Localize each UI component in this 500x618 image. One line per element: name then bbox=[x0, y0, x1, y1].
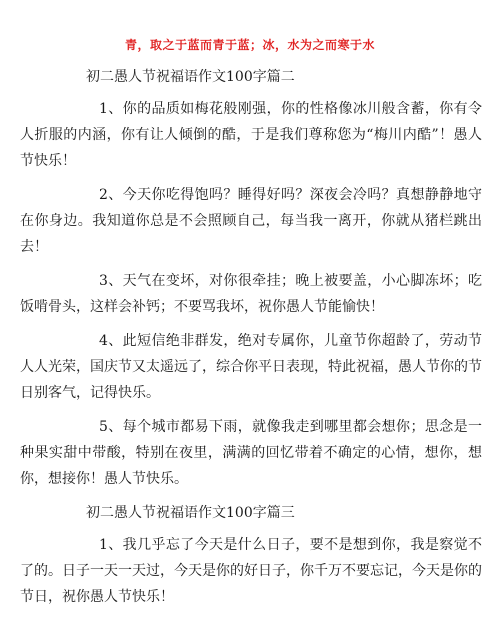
paragraph: 3、天气在变坏，对你很牵挂；晚上被要盖，小心脚冻坏；吃饭啃骨头，这样会补钙；不要骂我坏，祝你愚人节能愉快！ bbox=[20, 273, 482, 315]
section-heading-2: 初二愚人节祝福语作文100字篇二 bbox=[86, 69, 295, 85]
section-heading-3: 初二愚人节祝福语作文100字篇三 bbox=[86, 505, 295, 521]
article-body bbox=[20, 64, 482, 618]
paragraph: 5、每个城市都易下雨，就像我走到哪里都会想你；思念是一种果实甜中带酸，特别在夜里，满满的回忆带着不确定的心情，想你，想你，想接你！愚人节快乐。 bbox=[20, 419, 482, 487]
top-banner-quote: 青，取之于蓝而青于蓝；冰，水为之而寒于水 bbox=[124, 38, 375, 52]
paragraph: 4、此短信绝非群发，绝对专属你，儿童节你超龄了，劳动节人人光荣，国庆节又太遥远了，综合你平日表现，特此祝福，愚人节你的节日别客气，记得快乐。 bbox=[20, 333, 482, 401]
paragraph: 2、今天你吃得饱吗？睡得好吗？深夜会冷吗？真想静静地守在你身边。我知道你总是不会照顾自己，每当我一离开，你就从猪栏跳出去！ bbox=[20, 187, 482, 255]
paragraph: 1、我几乎忘了今天是什么日子，要不是想到你，我是察觉不了的。日子一天一天过，今天是你的好日子，你千万不要忘记，今天是你的节日，祝你愚人节快乐！ bbox=[20, 537, 482, 605]
paragraph: 1、你的品质如梅花般刚强，你的性格像冰川般含蓄，你有令人折服的内涵，你有让人倾倒的酷，于是我们尊称您为“梅川内酷”！愚人节快乐！ bbox=[20, 101, 482, 169]
